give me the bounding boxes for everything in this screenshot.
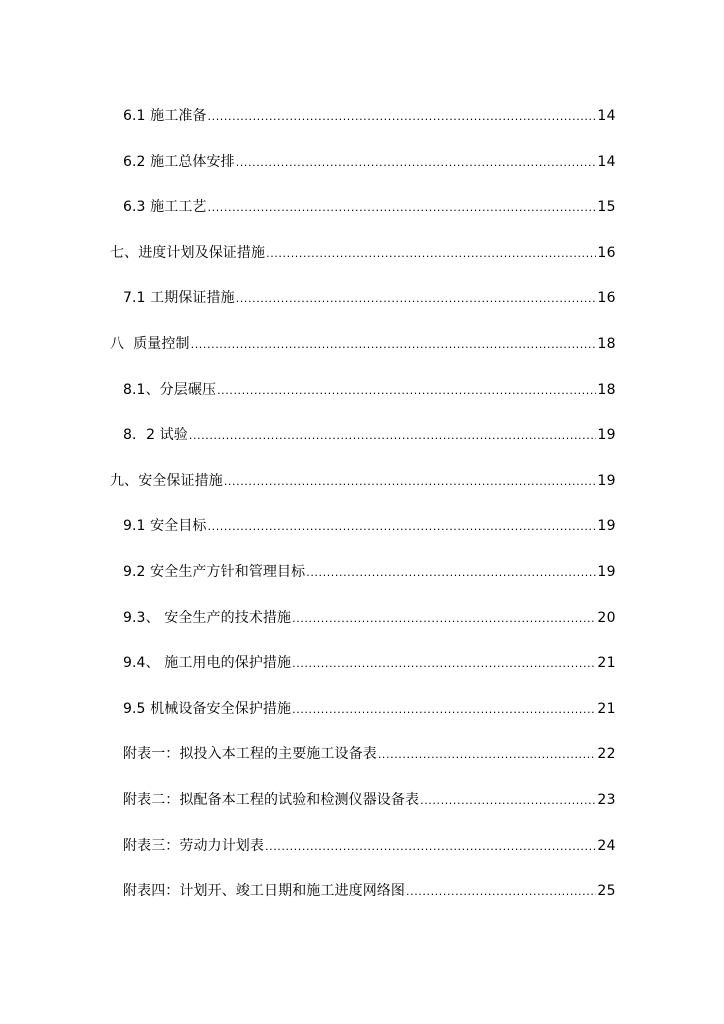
- toc-entry[interactable]: [110, 471, 616, 517]
- toc-dot-leader: [191, 335, 597, 355]
- toc-entry[interactable]: [110, 516, 616, 562]
- toc-page-number: 14: [597, 108, 616, 124]
- toc-dot-leader: [378, 745, 597, 765]
- toc-dot-leader: [236, 289, 597, 309]
- toc-entry-title: 9.4、 施工用电的保护措施: [123, 655, 292, 672]
- toc-entry-title: 6.3 施工工艺: [123, 199, 207, 216]
- toc-dot-leader: [236, 153, 597, 173]
- toc-entry[interactable]: [110, 152, 616, 198]
- toc-entry-title: 6.1 施工准备: [123, 108, 207, 124]
- toc-dot-leader: [266, 244, 596, 264]
- toc-dot-leader: [292, 609, 596, 629]
- toc-dot-leader: [420, 791, 596, 811]
- toc-dot-leader: [208, 198, 597, 218]
- toc-dot-leader: [406, 882, 596, 902]
- toc-entry[interactable]: [110, 380, 616, 426]
- toc-entry-title: 6.2 施工总体安排: [123, 153, 235, 170]
- toc-page-number: 19: [597, 518, 616, 535]
- toc-entry-title: 8.1、分层碾压: [123, 381, 217, 398]
- table-of-contents: [110, 106, 616, 927]
- toc-entry-title: 七、进度计划及保证措施: [110, 244, 266, 261]
- toc-page-number: 15: [597, 199, 616, 216]
- toc-entry[interactable]: [110, 608, 616, 654]
- toc-entry[interactable]: [110, 425, 616, 471]
- toc-page-number: 24: [597, 837, 616, 854]
- toc-entry-title: 附表四：计划开、竣工日期和施工进度网络图: [123, 883, 405, 900]
- toc-page-number: 19: [597, 472, 616, 489]
- toc-entry[interactable]: [110, 334, 616, 380]
- toc-entry[interactable]: [110, 197, 616, 243]
- toc-entry[interactable]: [110, 562, 616, 608]
- toc-entry[interactable]: [110, 699, 616, 745]
- toc-dot-leader: [306, 563, 596, 583]
- toc-entry[interactable]: [110, 288, 616, 334]
- toc-entry-title: 附表一：拟投入本工程的主要施工设备表: [123, 746, 377, 763]
- toc-page-number: 14: [597, 153, 616, 170]
- toc-page-number: 19: [597, 427, 616, 444]
- toc-page-number: 25: [597, 883, 616, 900]
- toc-page-number: 23: [597, 791, 616, 808]
- toc-entry-title: 9.5 机械设备安全保护措施: [123, 700, 292, 717]
- toc-entry-title: 附表二：拟配备本工程的试验和检测仪器设备表: [123, 791, 420, 808]
- toc-page-number: 20: [597, 609, 616, 626]
- toc-dot-leader: [217, 381, 596, 401]
- toc-page-number: 18: [597, 335, 616, 352]
- toc-entry[interactable]: [110, 744, 616, 790]
- toc-entry[interactable]: [110, 881, 616, 927]
- toc-page-number: 18: [597, 381, 616, 398]
- toc-page-number: 21: [597, 655, 616, 672]
- toc-entry-title: 9.3、 安全生产的技术措施: [123, 609, 292, 626]
- toc-entry[interactable]: [110, 836, 616, 882]
- toc-dot-leader: [208, 517, 597, 537]
- toc-dot-leader: [265, 837, 596, 857]
- toc-entry-title: 九、安全保证措施: [110, 472, 223, 489]
- toc-page-number: 16: [597, 244, 616, 261]
- toc-entry[interactable]: [110, 106, 616, 152]
- toc-entry-title: 八 质量控制: [110, 335, 190, 352]
- toc-entry[interactable]: [110, 790, 616, 836]
- toc-entry-title: 9.1 安全目标: [123, 518, 207, 535]
- toc-dot-leader: [292, 654, 596, 674]
- toc-page-number: 19: [597, 563, 616, 580]
- toc-entry-title: 8．2 试验: [123, 427, 188, 444]
- toc-entry[interactable]: [110, 243, 616, 289]
- toc-dot-leader: [292, 700, 596, 720]
- toc-dot-leader: [224, 472, 597, 492]
- toc-page-number: 16: [597, 290, 616, 307]
- toc-page-number: 21: [597, 700, 616, 717]
- toc-dot-leader: [189, 426, 597, 446]
- toc-dot-leader: [208, 107, 597, 127]
- toc-entry-title: 7.1 工期保证措施: [123, 290, 235, 307]
- toc-entry[interactable]: [110, 653, 616, 699]
- toc-entry-title: 9.2 安全生产方针和管理目标: [123, 563, 306, 580]
- toc-entry-title: 附表三：劳动力计划表: [123, 837, 264, 854]
- toc-page-number: 22: [597, 746, 616, 763]
